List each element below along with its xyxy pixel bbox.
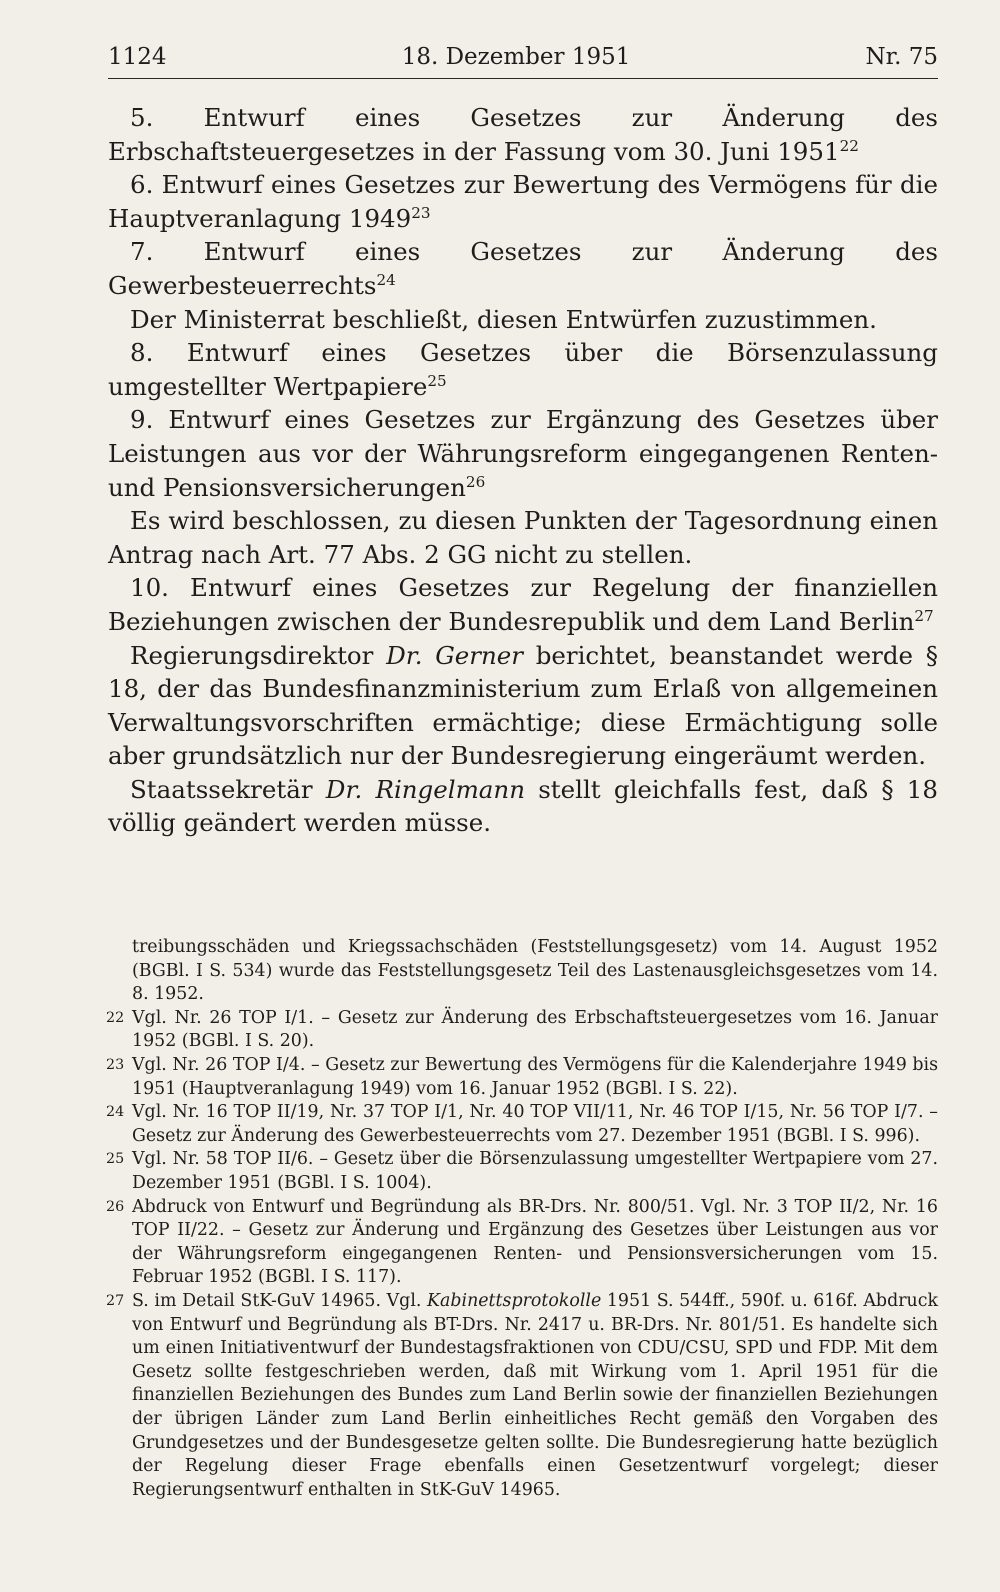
issue-number: Nr. 75 — [865, 44, 938, 70]
footnote-number: 24 — [106, 1104, 125, 1121]
footnote-text: Vgl. Nr. 58 TOP II/6. – Gesetz über die Börsenzulassung umgestellter Wertpapiere vom 27. Dezember 1951 (BGBl. I S. 1004). — [132, 1149, 938, 1193]
footnote-text: S. im Detail StK-GuV 14965. Vgl. — [132, 1290, 428, 1311]
paragraph-text: Es wird beschlossen, zu diesen Punkten der Tagesordnung einen Antrag nach Art. 77 Abs. 2 GG nicht zu stellen. — [108, 506, 938, 569]
emphasis-text: Dr. Ringelmann — [325, 774, 525, 804]
body-paragraph — [108, 504, 938, 571]
paragraph-text: berichtet, beanstandet werde § 18, der das Bundesfinanzministerium zum Erlaß von allgemeinen Verwaltungsvorschriften ermächtige; diese Ermächtigung solle aber grundsätzlich nur der Bundesregierung eingeräumt werden. — [108, 640, 938, 771]
body-paragraph — [108, 403, 938, 504]
body-paragraph — [108, 168, 938, 235]
paragraph-text: 5. Entwurf eines Gesetzes zur Änderung des Erbschaftsteuergesetzes in der Fassung vom 30. Juni 1951 — [108, 103, 938, 166]
footnote-reference: 27 — [914, 606, 934, 625]
running-header — [108, 42, 938, 79]
footnote — [106, 1101, 938, 1148]
footnote — [106, 1054, 938, 1101]
footnote-number: 22 — [106, 1009, 125, 1026]
footnote — [106, 1196, 938, 1290]
footnote-number: 23 — [106, 1057, 125, 1074]
paragraph-text: 6. Entwurf eines Gesetzes zur Bewertung des Vermögens für die Hauptveranlagung 1949 — [108, 170, 938, 233]
paragraph-text: 9. Entwurf eines Gesetzes zur Ergänzung des Gesetzes über Leistungen aus vor der Währungsreform eingegangenen Renten- und Pensionsversicherungen — [108, 405, 938, 502]
footnote — [106, 1290, 938, 1502]
main-text — [108, 101, 938, 840]
footnote-reference: 23 — [411, 203, 431, 222]
body-paragraph — [108, 336, 938, 403]
body-paragraph — [108, 773, 938, 840]
footnote-number: 26 — [106, 1198, 125, 1215]
footnote-reference: 26 — [465, 472, 486, 491]
footnote-continuation: treibungsschäden und Kriegssachschäden (Feststellungsgesetz) vom 14. August 1952 (BGBl. I S. 534) wurde das Feststellungsgesetz Teil des Lastenausgleichsgesetzes vom 14. 8. 1952. — [132, 937, 938, 1005]
body-paragraph — [108, 101, 938, 168]
paragraph-text: stellt gleichfalls fest, daß § 18 völlig geändert werden müsse. — [108, 774, 938, 838]
footnote — [106, 1148, 938, 1195]
footnote-list — [106, 1007, 938, 1502]
paragraph-text: 8. Entwurf eines Gesetzes über die Börsenzulassung umgestellter Wertpapiere — [108, 338, 938, 401]
footnote-text: Vgl. Nr. 26 TOP I/4. – Gesetz zur Bewertung des Vermögens für die Kalenderjahre 1949 bis 1951 (Hauptveranlagung 1949) vom 16. Januar 1952 (BGBl. I S. 22). — [132, 1055, 938, 1099]
paragraph-text: 10. Entwurf eines Gesetzes zur Regelung der finanziellen Beziehungen zwischen der Bundesrepublik und dem Land Berlin — [108, 573, 938, 636]
header-date: 18. Dezember 1951 — [401, 44, 631, 70]
paragraph-text: Staatssekretär — [130, 774, 326, 804]
emphasis-text: Dr. Gerner — [386, 640, 523, 670]
footnote-reference: 24 — [376, 270, 396, 289]
emphasis-text: Kabinettsprotokolle — [427, 1290, 602, 1311]
footnote-text: Vgl. Nr. 16 TOP II/19, Nr. 37 TOP I/1, Nr. 40 TOP VII/11, Nr. 46 TOP I/15, Nr. 56 TOP I/7. – Gesetz zur Änderung des Gewerbesteuerrechts vom 27. Dezember 1951 (BGBl. I S. 996). — [132, 1102, 938, 1146]
footnote-number: 25 — [106, 1151, 125, 1168]
footnote-number: 27 — [106, 1292, 125, 1309]
page-number: 1124 — [108, 44, 167, 70]
footnotes-section — [108, 936, 938, 1502]
body-paragraph — [108, 639, 938, 773]
paragraph-text: Der Ministerrat beschließt, diesen Entwürfen zuzustimmen. — [130, 304, 877, 334]
paragraph-text: Regierungsdirektor — [130, 640, 387, 670]
footnote-text: Vgl. Nr. 26 TOP I/1. – Gesetz zur Änderung des Erbschaftsteuergesetzes vom 16. Januar 1952 (BGBl. I S. 20). — [132, 1007, 938, 1052]
body-paragraph — [108, 303, 938, 337]
footnote-reference: 25 — [427, 371, 447, 390]
body-paragraph — [108, 235, 938, 302]
footnote-text: 1951 S. 544ff., 590f. u. 616f. Abdruck von Entwurf und Begründung als BT-Drs. Nr. 2417 u. BR-Drs. Nr. 801/51. Es handelte sich um einen Initiativentwurf der Bundestagsfraktionen von CDU/CSU, SPD und FDP. Mit dem Gesetz sollte festgeschrieben werden, daß mit Wirkung vom 1. April 1951 für die finanziellen Beziehungen des Bundes zum Land Berlin sowie der finanziellen Beziehungen der übrigen Länder zum Land Berlin einheitliches Recht gemäß den Vorgaben des Grundgesetzes und der Bundesgesetze gelten sollte. Die Bundesregierung hatte bezüglich der Regelung dieser Frage ebenfalls einen Gesetzentwurf vorgelegt; dieser Regierungsentwurf enthalten in StK-GuV 14965. — [132, 1290, 938, 1500]
footnote-text: Abdruck von Entwurf und Begründung als BR-Drs. Nr. 800/51. Vgl. Nr. 3 TOP II/2, Nr. 16 TOP II/22. – Gesetz zur Änderung und Ergänzung des Gesetzes über Leistungen aus vor der Währungsreform eingegangenen Renten- und Pensionsversicherungen vom 15. Februar 1952 (BGBl. I S. 117). — [132, 1196, 938, 1288]
body-paragraph — [108, 571, 938, 638]
paragraph-text: 7. Entwurf eines Gesetzes zur Änderung des Gewerbesteuerrechts — [108, 237, 938, 300]
footnote — [106, 1007, 938, 1054]
footnote-reference: 22 — [839, 136, 859, 155]
